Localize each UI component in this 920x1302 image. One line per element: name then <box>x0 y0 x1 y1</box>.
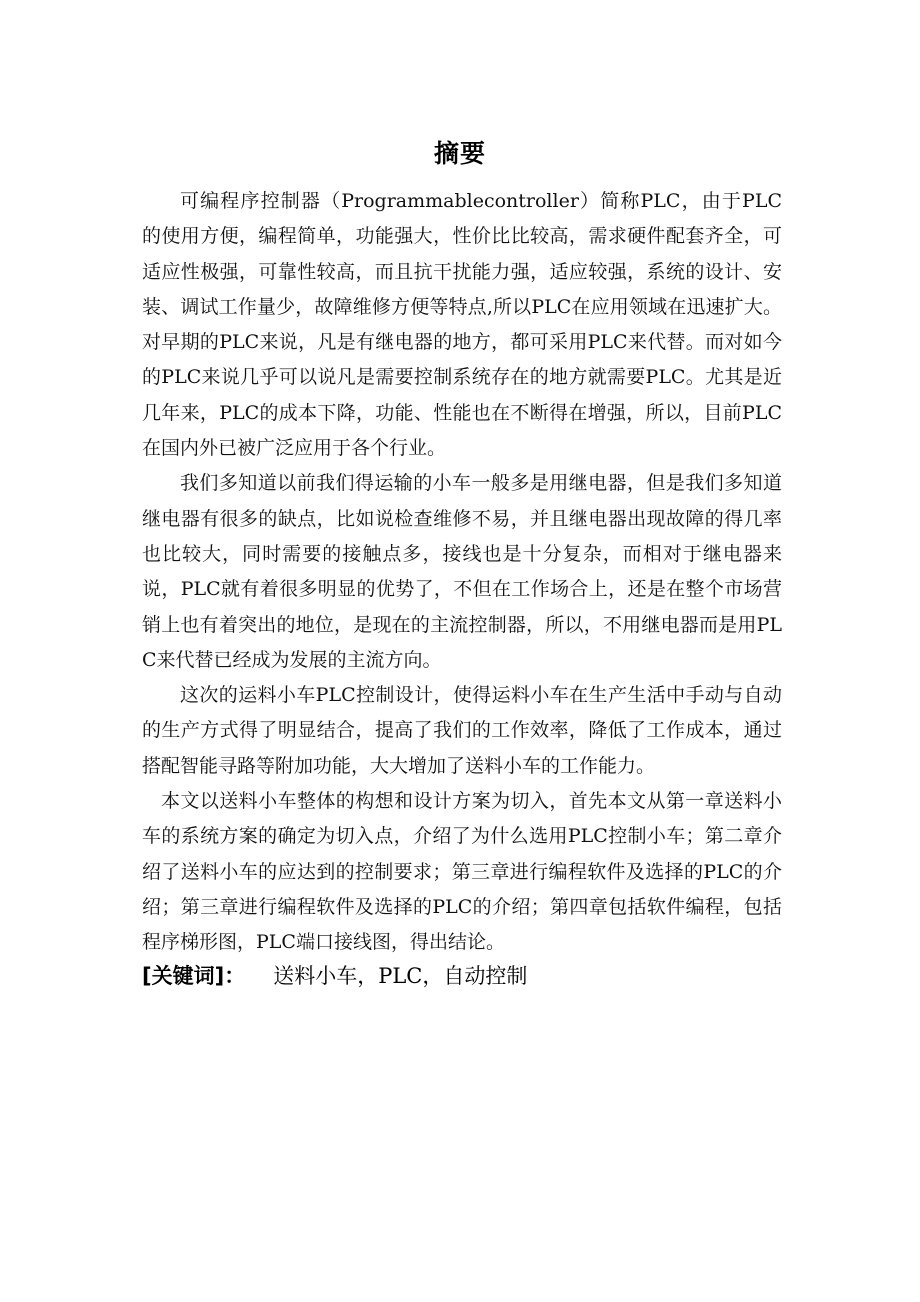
keywords-line <box>142 958 782 994</box>
abstract-body <box>142 184 782 961</box>
abstract-title: 摘要 <box>433 139 486 168</box>
abstract-paragraph-1: 可编程序控制器（Programmablecontroller）简称PLC，由于PLC的使用方便，编程简单，功能强大，性价比比较高，需求硬件配套齐全，可适应性极强，可靠性较高，而且抗干扰能力强，适应较强，系统的设计、安装、调试工作量少，故障维修方便等特点,所以PLC在应用领域在迅速扩大。对早期的PLC来说，凡是有继电器的地方，都可采用PLC来代替。而对如今的PLC来说几乎可以说凡是需要控制系统存在的地方就需要PLC。尤其是近几年来，PLC的成本下降，功能、性能也在不断得在增强，所以，目前PLC在国内外已被广泛应用于各个行业。 <box>142 190 782 460</box>
abstract-paragraph-3: 这次的运料小车PLC控制设计，使得运料小车在生产生活中手动与自动的生产方式得了明显结合，提高了我们的工作效率，降低了工作成本，通过搭配智能寻路等附加功能，大大增加了送料小车的工作能力。 <box>142 684 782 777</box>
abstract-paragraph-4: 本文以送料小车整体的构想和设计方案为切入，首先本文从第一章送料小车的系统方案的确定为切入点，介绍了为什么选用PLC控制小车；第二章介绍了送料小车的应达到的控制要求；第三章进行编程软件及选择的PLC的介绍；第三章进行编程软件及选择的PLC的介绍；第四章包括软件编程，包括程序梯形图，PLC端口接线图，得出结论。 <box>142 790 782 954</box>
abstract-paragraph-2: 我们多知道以前我们得运输的小车一般多是用继电器，但是我们多知道继电器有很多的缺点，比如说检查维修不易，并且继电器出现故障的得几率也比较大，同时需要的接触点多，接线也是十分复杂，而相对于继电器来说，PLC就有着很多明显的优势了，不但在工作场合上，还是在整个市场营销上也有着突出的地位，是现在的主流控制器，所以，不用继电器而是用PLC来代替已经成为发展的主流方向。 <box>142 472 782 671</box>
keywords-value: 送料小车，PLC，自动控制 <box>273 964 528 988</box>
keywords-label: [关键词]： <box>142 964 246 988</box>
